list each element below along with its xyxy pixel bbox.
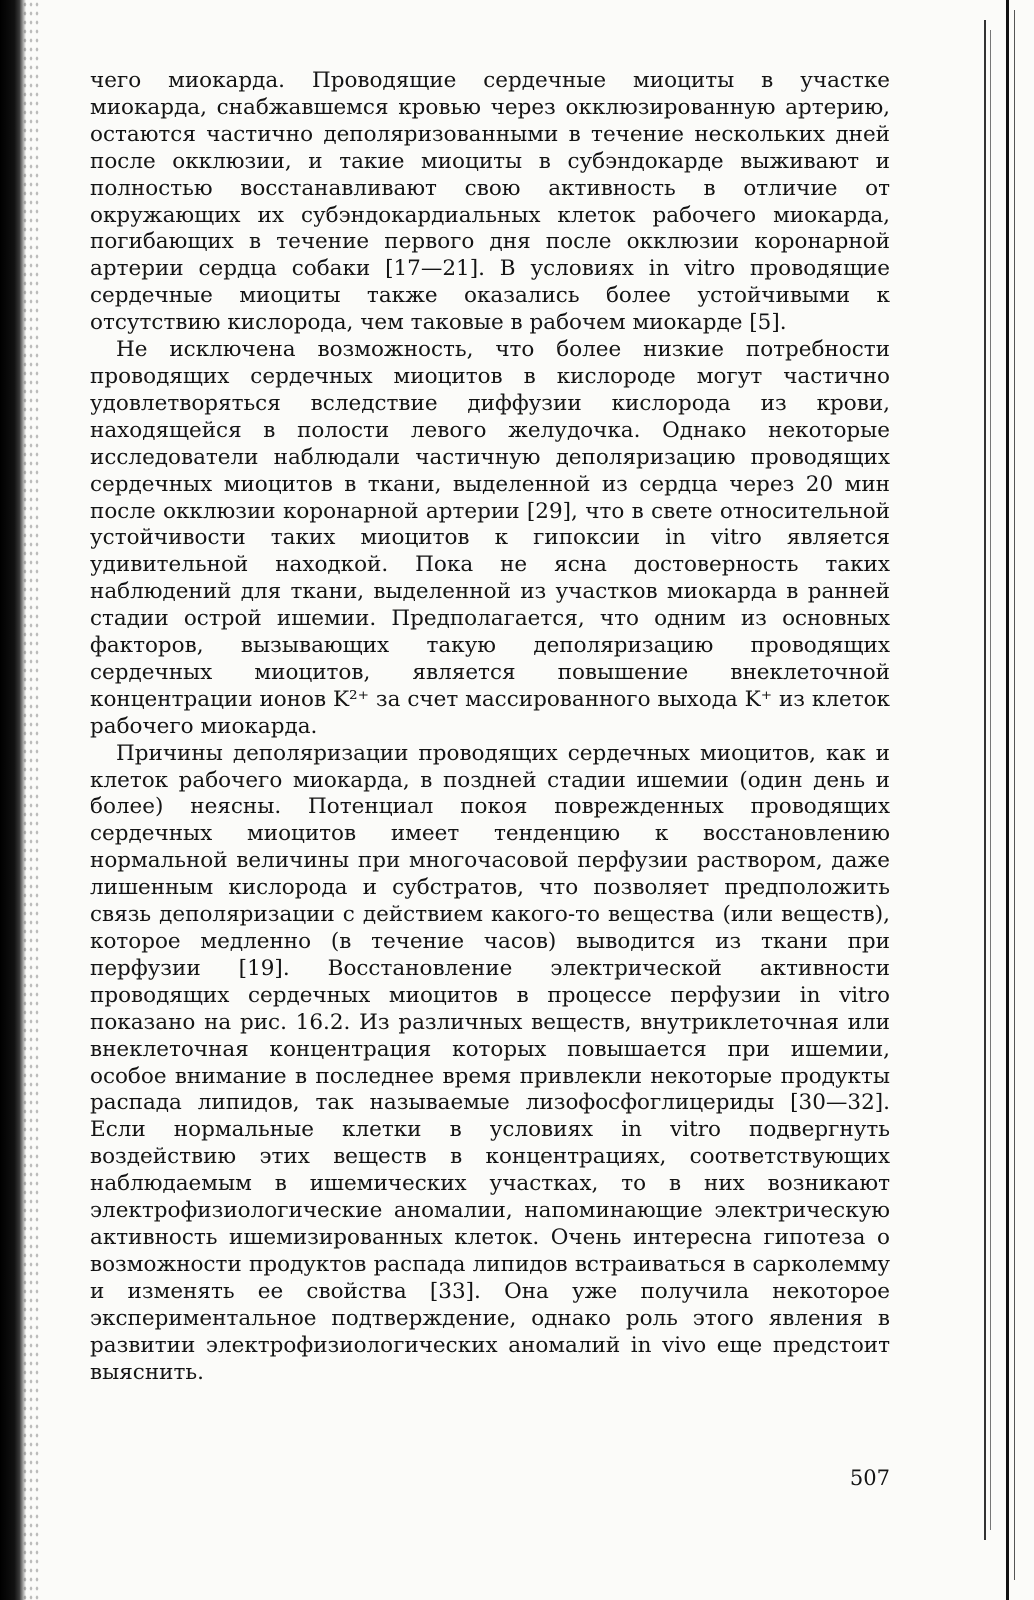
paragraph: Не исключена возможность, что более низкие потребности проводящих сердечных миоцитов в кислороде могут частично удовлетворяться вследствие диффузии кислорода из крови, находящейся в полости левого желудочка. Однако некоторые исследователи наблюдали частичную деполяризацию проводящих сердечных миоцитов в ткани, выделенной из сердца через 20 мин после окклюзии коронарной артерии [29], что в свете относительной устойчивости таких миоцитов к гипоксии in vitro является удивительной находкой. Пока не ясна достоверность таких наблюдений для ткани, выделенной из участков миокарда в ранней стадии острой ишемии. Предполагается, что одним из основных факторов, вызывающих такую деполяризацию проводящих сердечных миоцитов, является повышение внеклеточной концентрации ионов K²⁺ за счет массированного выхода K⁺ из клеток рабочего миокарда.	[90, 337, 890, 739]
body-text	[90, 68, 890, 1386]
page-edge-line	[984, 20, 986, 1540]
paragraph: Причины деполяризации проводящих сердечных миоцитов, как и клеток рабочего миокарда, в поздней стадии ишемии (один день и более) неясны. Потенциал покоя поврежденных проводящих сердечных миоцитов имеет тенденцию к восстановлению нормальной величины при многочасовой перфузии раствором, даже лишенным кислорода и субстратов, что позволяет предположить связь деполяризации с действием какого-то вещества (или веществ), которое медленно (в течение часов) выводится из ткани при перфузии [19]. Восстановление электрической активности проводящих сердечных миоцитов в процессе перфузии in vitro показано на рис. 16.2. Из различных веществ, внутриклеточная или внеклеточная концентрация которых повышается при ишемии, особое внимание в последнее время привлекли некоторые продукты распада липидов, так называемые лизофосфоглицериды [30—32]. Если нормальные клетки в условиях in vitro подвергнуть воздействию этих веществ в концентрациях, соответствующих наблюдаемым в ишемических участках, то в них возникают электрофизиологические аномалии, напоминающие электрическую активность ишемизированных клеток. Очень интересна гипотеза о возможности продуктов распада липидов встраиваться в сарколемму и изменять ее свойства [33]. Она уже получила некоторое экспериментальное подтверждение, однако роль этого явления в развитии электрофизиологических аномалий in vivo еще предстоит выяснить.	[90, 740, 890, 1385]
page-edge-line	[990, 30, 991, 1530]
page-edge-line	[1014, 10, 1015, 1580]
page-edge-line	[1006, 0, 1009, 1600]
page-number: 507	[849, 1466, 890, 1490]
binding-texture	[22, 0, 40, 1600]
paragraph-continuation: чего миокарда. Проводящие сердечные миоциты в участке миокарда, снабжавшемся кровью через окклюзированную артерию, остаются частично деполяризованными в течение нескольких дней после окклюзии, и такие миоциты в субэндокарде выживают и полностью восстанавливают свою активность в отличие от окружающих их субэндокардиальных клеток рабочего миокарда, погибающих в течение первого дня после окклюзии коронарной артерии сердца собаки [17—21]. В условиях in vitro проводящие сердечные миоциты также оказались более устойчивыми к отсутствию кислорода, чем таковые в рабочем миокарде [5].	[90, 68, 890, 336]
